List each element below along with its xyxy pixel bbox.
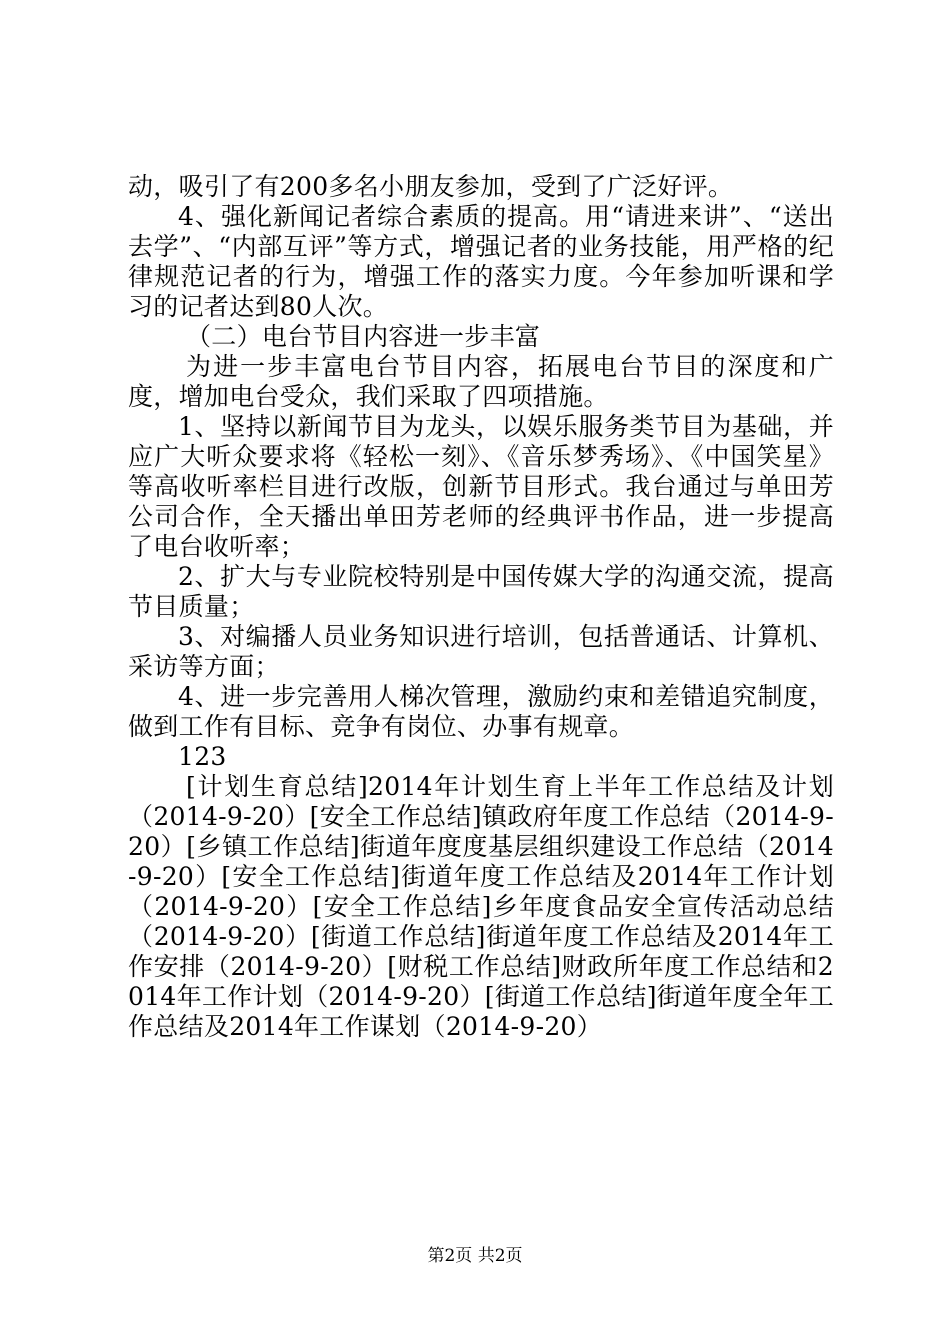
- paragraph-measure-3: 3、对编播人员业务知识进行培训，包括普通话、计算机、采访等方面；: [128, 622, 834, 681]
- document-body: [128, 172, 834, 1042]
- paragraph-item-4-journalists: 4、强化新闻记者综合素质的提高。用“请进来讲”、“送出去学”、“内部互评”等方式，增强记者的业务技能，用严格的纪律规范记者的行为，增强工作的落实力度。今年参加听课和学习的记者达到80人次。: [128, 202, 834, 321]
- paragraph-radio-intro: 为进一步丰富电台节目内容，拓展电台节目的深度和广度，增加电台受众，我们采取了四项措施。: [128, 352, 834, 411]
- page-number-marker: 123: [178, 742, 227, 771]
- related-articles-list: [计划生育总结]2014年计划生育上半年工作总结及计划（2014-9-20）[安全工作总结]镇政府年度工作总结（2014-9-20）[乡镇工作总结]街道年度度基层组织建设工作总结（2014-9-20）[安全工作总结]街道年度工作总结及2014年工作计划（2014-9-20）[安全工作总结]乡年度食品安全宣传活动总结（2014-9-20）[街道工作总结]街道年度工作总结及2014年工作安排（2014-9-20）[财税工作总结]财政所年度工作总结和2014年工作计划（2014-9-20）[街道工作总结]街道年度全年工作总结及2014年工作谋划（2014-9-20）: [128, 772, 834, 1041]
- paragraph-measure-4: 4、进一步完善用人梯次管理，激励约束和差错追究制度，做到工作有目标、竞争有岗位、办事有规章。: [128, 682, 834, 741]
- paragraph-measure-1: 1、坚持以新闻节目为龙头，以娱乐服务类节目为基础，并应广大听众要求将《轻松一刻》、《音乐梦秀场》、《中国笑星》等高收听率栏目进行改版，创新节目形式。我台通过与单田芳公司合作，全天播出单田芳老师的经典评书作品，进一步提高了电台收听率；: [128, 412, 834, 561]
- section-heading-radio-programs: （二）电台节目内容进一步丰富: [186, 322, 541, 351]
- paragraph-measure-2: 2、扩大与专业院校特别是中国传媒大学的沟通交流，提高节目质量；: [128, 562, 834, 621]
- page-footer: 第2页 共2页: [427, 1246, 523, 1266]
- paragraph-continuation: 动，吸引了有200多名小朋友参加，受到了广泛好评。: [128, 172, 734, 201]
